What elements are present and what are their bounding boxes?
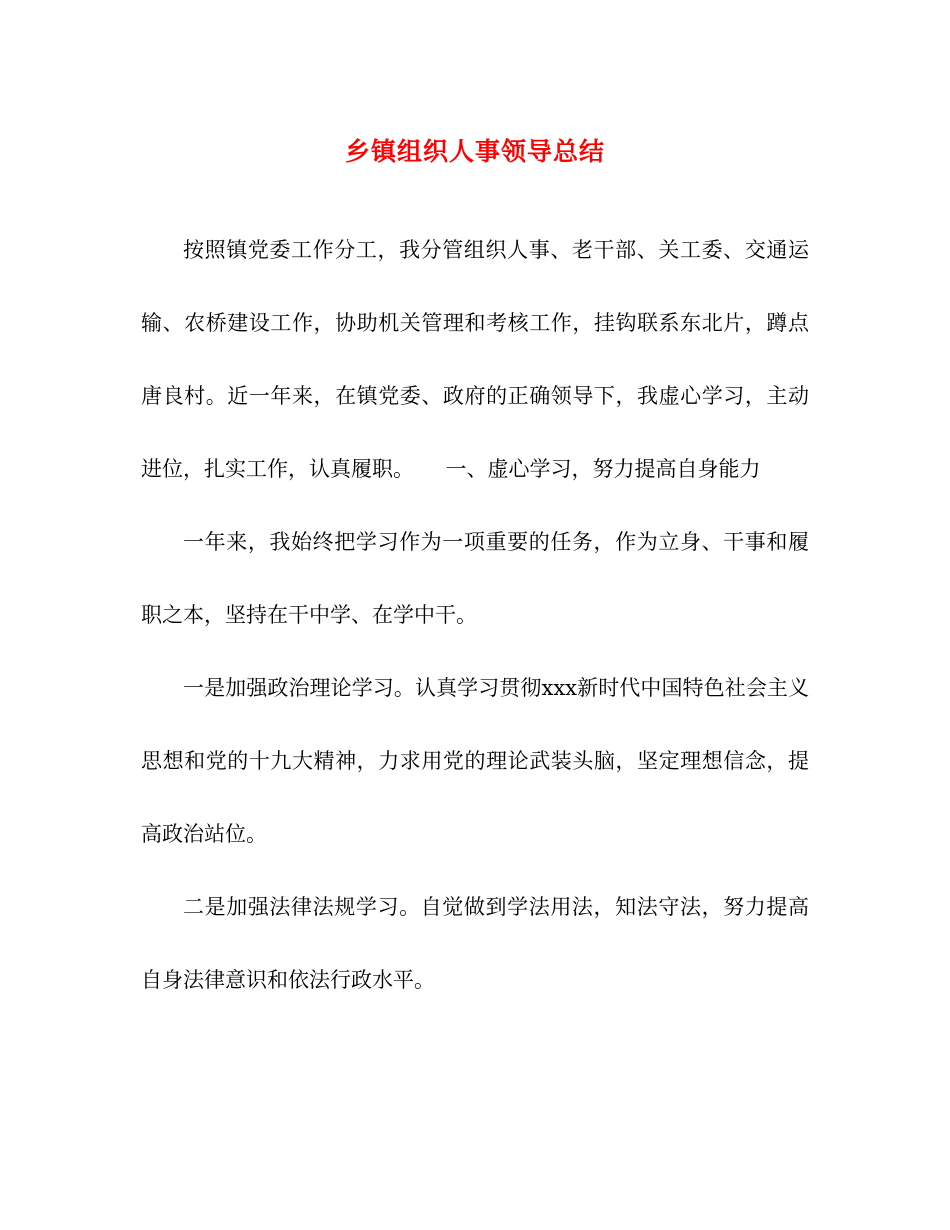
document-title: 乡镇组织人事领导总结 [344,137,605,166]
paragraph-political-theory: 一是加强政治理论学习。认真学习贯彻xxx新时代中国特色社会主义思想和党的十九大精神，力求用党的理论武装头脑，坚定理想信念，提高政治站位。 [141,676,809,846]
document-body [141,214,809,1017]
paragraph-law-study: 二是加强法律法规学习。自觉做到学法用法，知法守法，努力提高自身法律意识和依法行政水平。 [141,895,809,992]
paragraph-learning: 一年来，我始终把学习作为一项重要的任务，作为立身、干事和履职之本，坚持在干中学、在学中干。 [141,530,809,627]
paragraph-intro: 按照镇党委工作分工，我分管组织人事、老干部、关工委、交通运输、农桥建设工作，协助机关管理和考核工作，挂钩联系东北片，蹲点唐良村。近一年来，在镇党委、政府的正确领导下，我虚心学习，主动进位，扎实工作，认真履职。 一、虚心学习，努力提高自身能力 [141,238,809,481]
